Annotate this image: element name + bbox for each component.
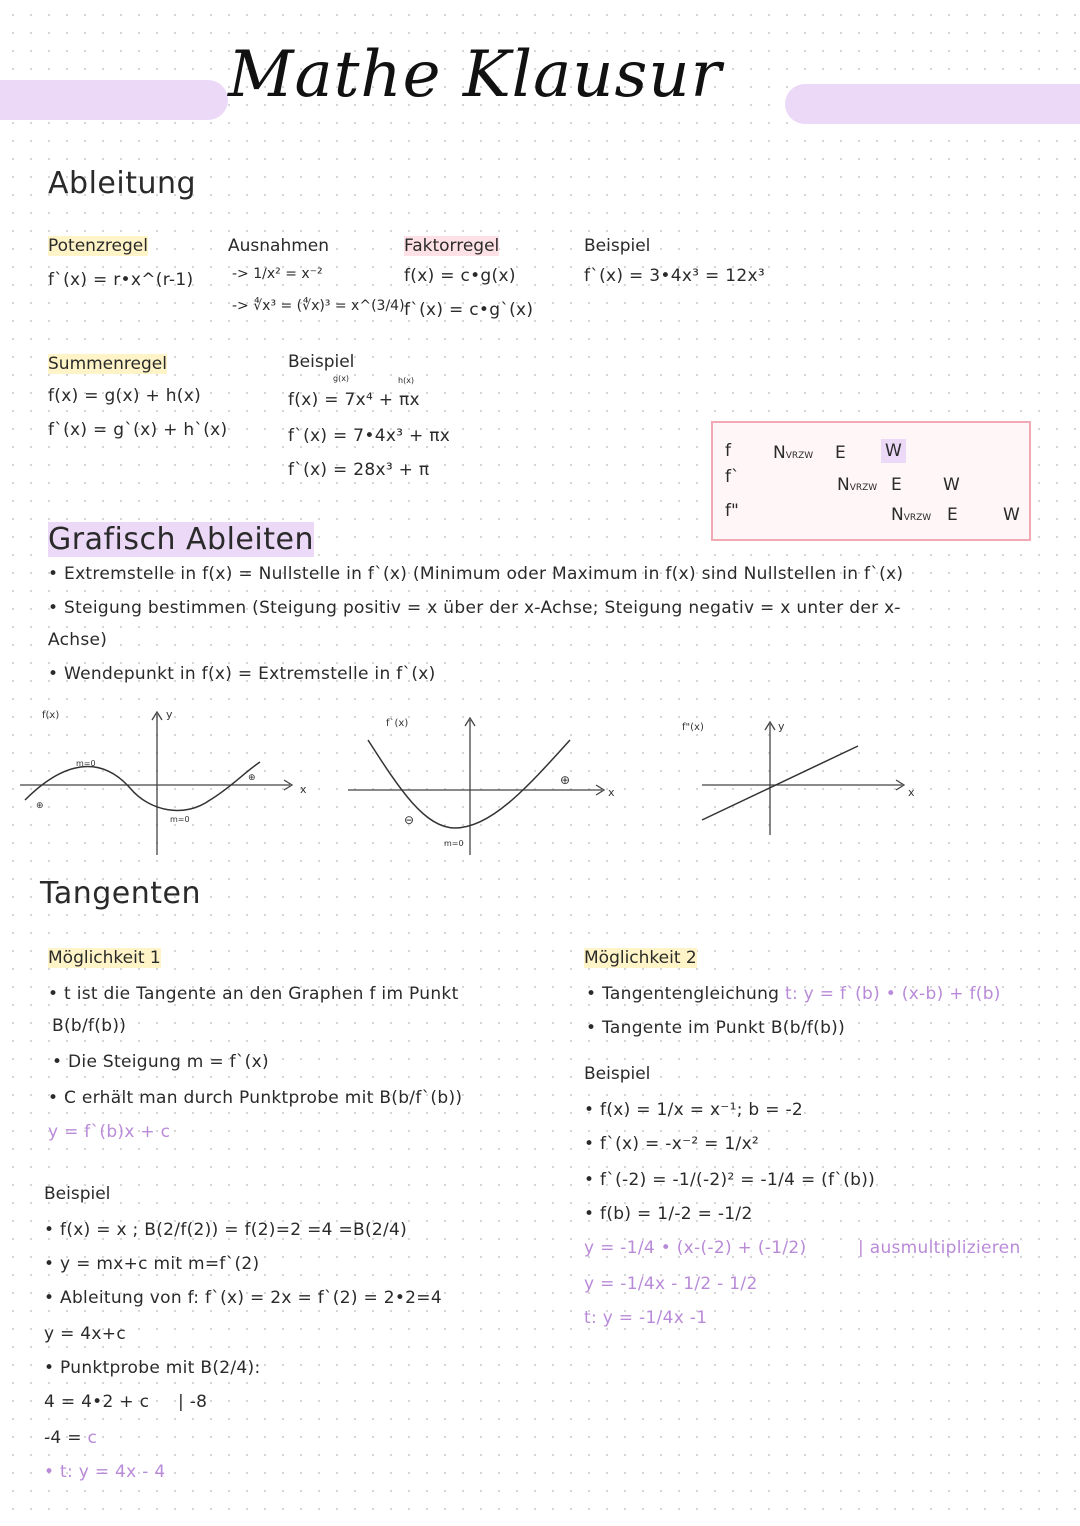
bsp3-line-4: • t: y = 4x - 4 — [44, 1462, 166, 1482]
graph1-max-label: m=0 — [76, 759, 96, 768]
beispiel2-line2: f`(x) = 7•4x³ + πx — [288, 426, 451, 446]
graph1-curve — [25, 762, 260, 810]
m1-bullet-3: • C erhält man durch Punktprobe mit B(b/f`(b)) — [48, 1088, 462, 1108]
grafisch-bullet-1: • Extremstelle in f(x) = Nullstelle in f`(x) (Minimum oder Maximum in f(x) sind Nullstellen in f`(x) — [48, 564, 903, 584]
moeglichkeit2-title: Möglichkeit 2 — [584, 948, 697, 968]
title-highlight-right — [785, 84, 1080, 124]
table-f-e: E — [835, 443, 846, 463]
graph1-min-label: m=0 — [170, 815, 190, 824]
new-table — [711, 421, 1031, 541]
m1-formula: y = f`(b)x + c — [48, 1122, 171, 1142]
table-f2-w: W — [1003, 505, 1020, 525]
graph2-min-label: m=0 — [444, 839, 464, 848]
beispiel2-line1: f(x) = 7x⁴ + πx — [288, 390, 420, 410]
faktorregel-line1: f(x) = c•g(x) — [404, 266, 516, 286]
bsp3-line-1: y = 4x+c — [44, 1324, 126, 1344]
beispiel1-formula: f`(x) = 3•4x³ = 12x³ — [584, 266, 765, 286]
graph1-y-label: y — [166, 708, 173, 721]
graph1-x-label: x — [300, 783, 307, 796]
title-highlight-left — [0, 80, 228, 120]
bsp3-bullet-1: • f(x) = x ; B(2/f(2)) = f(2)=2 =4 =B(2/4) — [44, 1220, 407, 1240]
bsp4-bullet-4: • f(b) = 1/-2 = -1/2 — [584, 1204, 753, 1224]
graph1-label: f(x) — [42, 710, 60, 721]
faktorregel-line2: f`(x) = c•g`(x) — [404, 300, 534, 320]
table-f-w: W — [881, 439, 906, 463]
graph2-x-label: x — [608, 786, 615, 799]
grafisch-bullet-2: • Steigung bestimmen (Steigung positiv = x über der x-Achse; Steigung negativ = x unter der x- — [48, 598, 901, 618]
potenzregel-formula: f`(x) = r•x^(r-1) — [48, 270, 194, 290]
graph3-x-label: x — [908, 786, 915, 799]
bsp3-bullet-4: • Punktprobe mit B(2/4): — [44, 1358, 260, 1378]
potenzregel-title: Potenzregel — [48, 236, 148, 256]
beispiel2-title: Beispiel — [288, 352, 355, 372]
bsp4-line-3: t: y = -1/4x -1 — [584, 1308, 708, 1328]
table-f2-e: E — [947, 505, 958, 525]
summenregel-title: Summenregel — [48, 354, 167, 374]
graph2-minus: ⊖ — [404, 813, 415, 827]
graph3-y-label: y — [778, 720, 785, 733]
beispiel2-note-h: h(x) — [398, 376, 415, 385]
graph2-label: f`(x) — [386, 718, 409, 729]
beispiel2-line3: f`(x) = 28x³ + π — [288, 460, 430, 480]
bsp4-line-1: y = -1/4 • (x-(-2) + (-1/2) — [584, 1238, 807, 1258]
table-f-n: NVRZW — [773, 443, 814, 463]
beispiel3-title: Beispiel — [44, 1184, 111, 1204]
ausnahmen-title: Ausnahmen — [228, 236, 330, 256]
m1-bullet-1-cont: B(b/f(b)) — [52, 1016, 127, 1036]
table-f1-n: NVRZW — [837, 475, 878, 495]
graph1-plus-right: ⊕ — [248, 773, 256, 783]
table-row-f2: f" — [725, 501, 739, 521]
graph3-line — [702, 746, 858, 820]
grafisch-bullet-3: • Wendepunkt in f(x) = Extremstelle in f`(x) — [48, 664, 436, 684]
tangenten-heading: Tangenten — [40, 876, 202, 911]
graph-f2x — [670, 700, 930, 840]
bsp4-line-2: y = -1/4x - 1/2 - 1/2 — [584, 1274, 758, 1294]
table-f2-n: NVRZW — [891, 505, 932, 525]
bsp4-bullet-1: • f(x) = 1/x = x⁻¹; b = -2 — [584, 1100, 803, 1120]
table-f1-e: E — [891, 475, 902, 495]
graph3-label: f"(x) — [682, 722, 704, 733]
beispiel2-note-g: g(x) — [333, 374, 350, 383]
bsp3-line-2-op: | -8 — [178, 1392, 208, 1412]
graph2-plus: ⊕ — [560, 773, 571, 787]
bsp4-bullet-2: • f`(x) = -x⁻² = 1/x² — [584, 1134, 759, 1154]
graph2-curve — [368, 740, 570, 828]
table-f1-w: W — [943, 475, 960, 495]
bsp4-line-1-op: | ausmultiplizieren — [858, 1238, 1021, 1258]
table-row-f1: f` — [725, 467, 740, 487]
ausnahmen-line2: -> ∜x³ = (∜x)³ = x^(3/4) — [232, 298, 405, 314]
ableitung-heading: Ableitung — [48, 166, 197, 201]
graph-fx — [20, 700, 320, 860]
grafisch-heading: Grafisch Ableiten — [48, 522, 314, 557]
summenregel-line1: f(x) = g(x) + h(x) — [48, 386, 202, 406]
bsp3-bullet-2: • y = mx+c mit m=f`(2) — [44, 1254, 259, 1274]
faktorregel-title: Faktorregel — [404, 236, 500, 256]
graph-f1x — [340, 700, 640, 860]
beispiel4-title: Beispiel — [584, 1064, 651, 1084]
m2-bullet-1: • Tangentengleichung t: y = f`(b) • (x-b) + f(b) — [586, 984, 1001, 1004]
moeglichkeit1-title: Möglichkeit 1 — [48, 948, 161, 968]
m1-bullet-2: • Die Steigung m = f`(x) — [52, 1052, 269, 1072]
bsp3-line-3: -4 = c — [44, 1428, 98, 1448]
bsp3-bullet-3: • Ableitung von f: f`(x) = 2x = f`(2) = 2•2=4 — [44, 1288, 442, 1308]
page-title: Mathe Klausur — [228, 38, 723, 112]
graph1-plus-left: ⊕ — [36, 801, 44, 811]
summenregel-line2: f`(x) = g`(x) + h`(x) — [48, 420, 228, 440]
bsp3-line-2: 4 = 4•2 + c — [44, 1392, 150, 1412]
beispiel1-title: Beispiel — [584, 236, 651, 256]
ausnahmen-line1: -> 1/x² = x⁻² — [232, 266, 323, 282]
m1-bullet-1: • t ist die Tangente an den Graphen f im Punkt — [48, 984, 459, 1004]
m2-bullet-2: • Tangente im Punkt B(b/f(b)) — [586, 1018, 845, 1038]
table-row-f: f — [725, 441, 731, 461]
grafisch-bullet-2-cont: Achse) — [48, 630, 108, 650]
bsp4-bullet-3: • f`(-2) = -1/(-2)² = -1/4 = (f`(b)) — [584, 1170, 875, 1190]
